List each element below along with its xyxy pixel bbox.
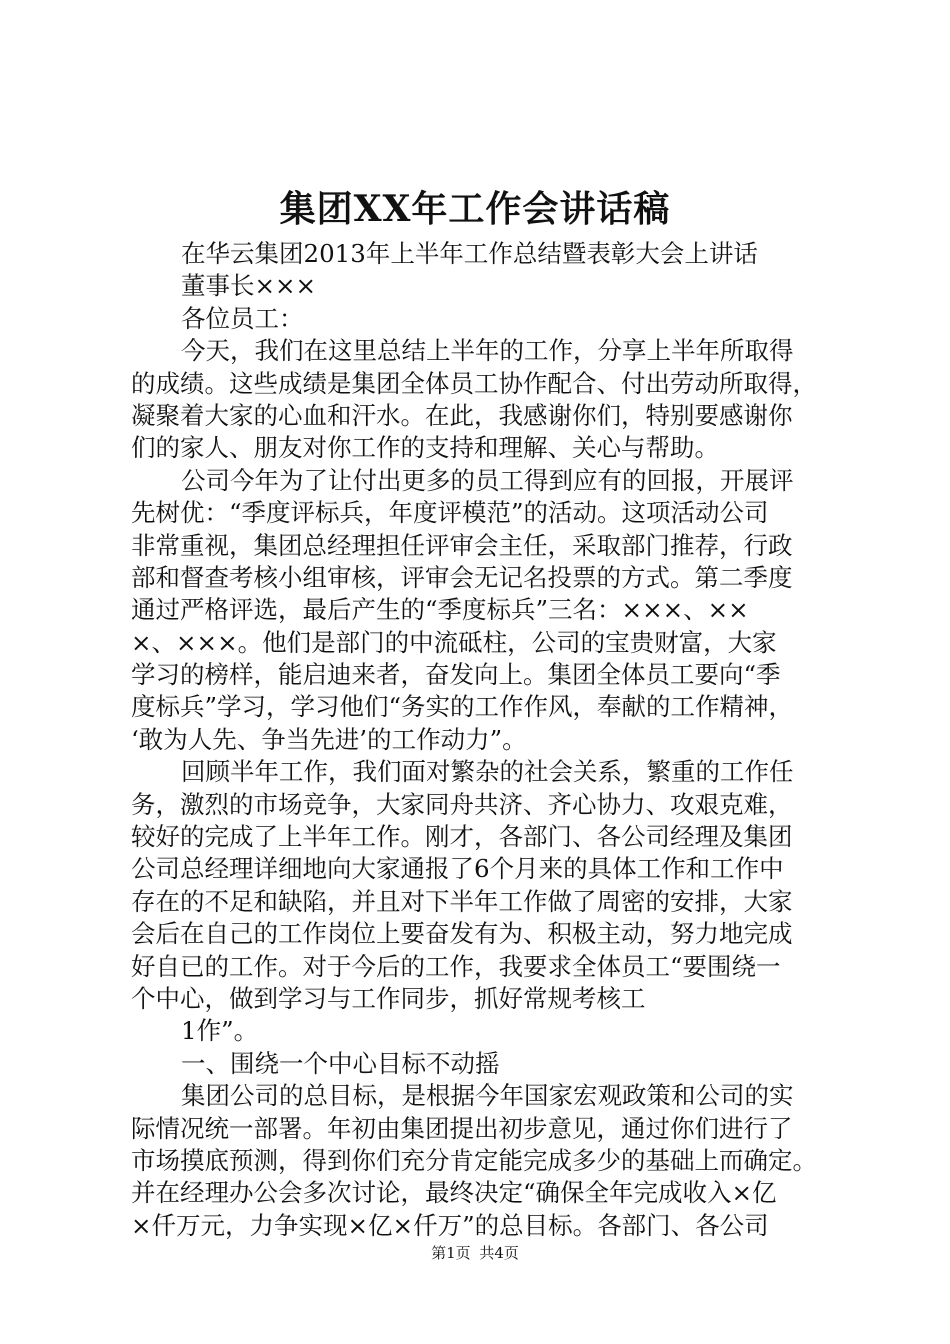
text-line: 回顾半年工作，我们面对繁杂的社会关系，繁重的工作任 (181, 757, 794, 787)
text-line: 集团公司的总目标，是根据今年国家宏观政策和公司的实 (181, 1081, 794, 1111)
page-total: 共4页 (479, 1244, 519, 1262)
text-line: ×、×××。他们是部门的中流砥柱，公司的宝贵财富，大家 (131, 627, 777, 657)
text-line: 非常重视，集团总经理担任评审会主任，采取部门推荐，行政 (131, 530, 793, 560)
text-line: 市场摸底预测，得到你们充分肯定能完成多少的基础上而确定。 (131, 1145, 817, 1175)
page-footer (0, 1243, 950, 1263)
text-line: 凝聚着大家的心血和汗水。在此，我感谢你们，特别要感谢你 (131, 400, 793, 430)
text-line: 今天，我们在这里总结上半年的工作，分享上半年所取得 (181, 336, 794, 366)
text-line: 较好的完成了上半年工作。刚才，各部门、各公司经理及集团 (131, 822, 793, 852)
text-line: 先树优：“季度评标兵，年度评模范”的活动。这项活动公司 (131, 498, 769, 528)
page-number: 第1页 (431, 1244, 471, 1262)
text-line: 学习的榜样，能启迪来者，奋发向上。集团全体员工要向“季 (131, 660, 781, 690)
text-line: 公司总经理详细地向大家通报了6个月来的具体工作和工作中 (131, 854, 784, 884)
text-line: 际情况统一部署。年初由集团提出初步意见，通过你们进行了 (131, 1113, 793, 1143)
text-line: 会后在自己的工作岗位上要奋发有为、积极主动，努力地完成 (131, 919, 793, 949)
text-line: 存在的不足和缺陷，并且对下半年工作做了周密的安排，大家 (131, 886, 793, 916)
text-line: 好自已的工作。对于今后的工作，我要求全体员工“要围绕一 (131, 951, 781, 981)
text-line: 在华云集团2013年上半年工作总结暨表彰大会上讲话 (181, 239, 758, 268)
text-line: 务，激烈的市场竞争，大家同舟共济、齐心协力、攻艰克难， (131, 789, 793, 819)
text-line: ‘敢为人先、争当先进’的工作动力”。 (131, 724, 527, 754)
text-line: 部和督查考核小组审核，评审会无记名投票的方式。第二季度 (131, 562, 793, 592)
text-line: 一、围绕一个中心目标不动摇 (181, 1048, 500, 1078)
document-body (131, 238, 831, 1242)
text-line: 个中心，做到学习与工作同步，抓好常规考核工 (131, 983, 646, 1013)
text-line: 通过严格评选，最后产生的“季度标兵”三名：×××、×× (131, 595, 749, 625)
text-line: 的成绩。这些成绩是集团全体员工协作配合、付出劳动所取得， (131, 368, 817, 398)
text-line: 公司今年为了让付出更多的员工得到应有的回报，开展评 (181, 465, 794, 495)
text-line: 1作”。 (181, 1016, 259, 1046)
document-title: 集团XX年工作会讲话稿 (279, 188, 671, 230)
text-line: 并在经理办公会多次讨论，最终决定“确保全年完成收入×亿 (131, 1178, 777, 1208)
text-line: 度标兵”学习，学习他们“务实的工作作风，奉献的工作精神， (131, 692, 794, 722)
text-line: ×仟万元，力争实现×亿×仟万”的总目标。各部门、各公司 (131, 1210, 769, 1240)
text-line: 各位员工： (181, 303, 304, 333)
text-line: 董事长××× (181, 271, 317, 301)
text-line: 们的家人、朋友对你工作的支持和理解、关心与帮助。 (131, 433, 719, 463)
